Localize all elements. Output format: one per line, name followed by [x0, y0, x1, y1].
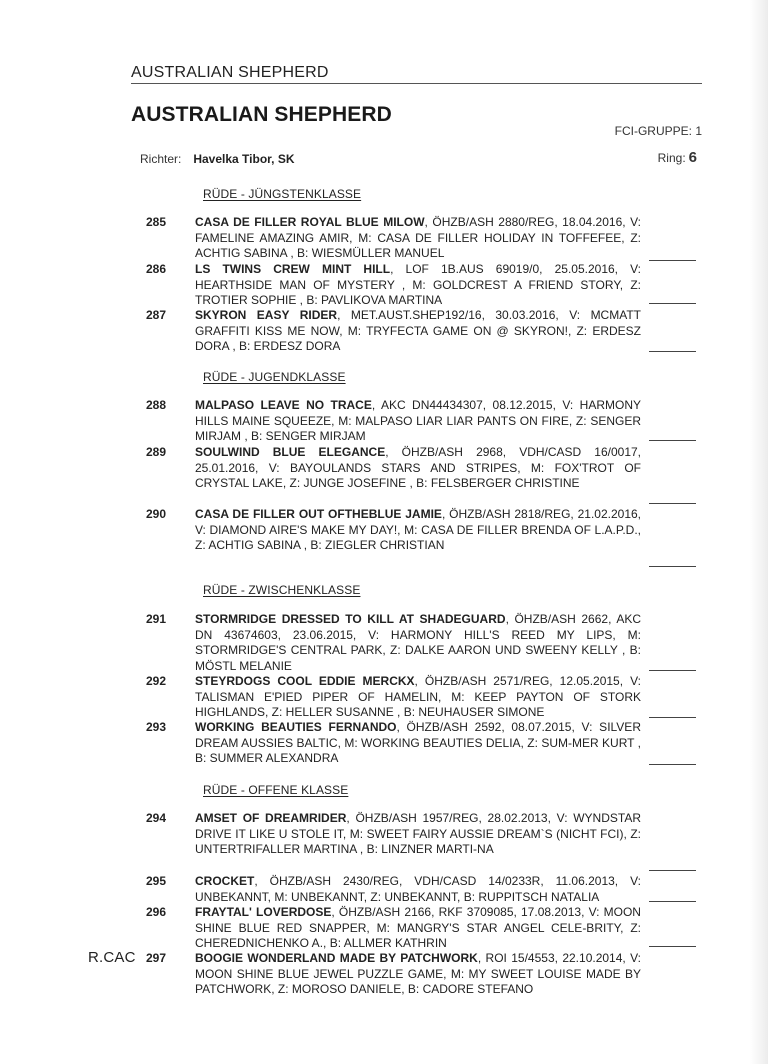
entry-number: 291: [146, 612, 167, 626]
award-mark: R.CAC: [88, 949, 136, 966]
ring-number: 6: [688, 149, 697, 166]
dog-name: AMSET OF DREAMRIDER: [195, 811, 347, 825]
entry-number: 292: [146, 674, 167, 688]
dog-name: SKYRON EASY RIDER: [195, 308, 338, 322]
entry-text: [195, 874, 641, 905]
dog-name: BOOGIE WONDERLAND MADE BY PATCHWORK: [195, 951, 478, 965]
result-line: [649, 566, 696, 567]
entry-details: , ÖHZB/ASH 2880/REG, 18.04.2016, V: FAMELINE AMAZING AMIR, M: CASA DE FILLER HOLIDAY IN TOFFEFEE, Z: ACHTIG SABINA , B: WIESMÜLLER MANUEL: [195, 215, 641, 260]
entry-details: , ÖHZB/ASH 2818/REG, 21.02.2016, V: DIAMOND AIRE'S MAKE MY DAY!, M: CASA DE FILLER BRENDA OF L.A.P.D., Z: ACHTIG SABINA , B: ZIEGLER CHRISTIAN: [195, 507, 641, 552]
judge-name: Havelka Tibor, SK: [193, 152, 295, 166]
section-heading: RÜDE - JÜNGSTENKLASSE: [203, 187, 362, 201]
judge-label: Richter:: [140, 152, 182, 166]
entry-details: , ROI 15/4553, 22.10.2014, V: MOON SHINE BLUE JEWEL PUZZLE GAME, M: MY SWEET LOUISE MADE BY PATCHWORK, Z: MOROSO DANIELE, B: CADORE STEFANO: [195, 951, 641, 996]
entry-text: [195, 720, 641, 767]
dog-name: CROCKET: [195, 874, 255, 888]
dog-name: FRAYTAL' LOVERDOSE: [195, 905, 332, 919]
result-line: [649, 351, 696, 352]
running-header: AUSTRALIAN SHEPHERD: [131, 64, 702, 84]
result-line: [649, 764, 696, 765]
entry-details: , ÖHZB/ASH 2968, VDH/CASD 16/0017, 25.01.2016, V: BAYOULANDS STARS AND STRIPES, M: FOX'TROT OF CRYSTAL LAKE, Z: JUNGE JOSEFINE , B: FELSBERGER CHRISTINE: [195, 445, 642, 490]
dog-name: STORMRIDGE DRESSED TO KILL AT SHADEGUARD: [195, 612, 506, 626]
entry-details: , ÖHZB/ASH 2592, 08.07.2015, V: SILVER DREAM AUSSIES BALTIC, M: WORKING BEAUTIES DELIA, Z: SUM-MER KURT , B: SUMMER ALEXANDRA: [195, 720, 641, 765]
entry-details: , ÖHZB/ASH 2571/REG, 12.05.2015, V: TALISMAN E'PIED PIPER OF HAMELIN, M: KEEP PAYTON OF STORK HIGHLANDS, Z: HELLER SUSANNE , B: NEUHAUSER SIMONE: [195, 674, 641, 719]
entry-text: [195, 811, 641, 858]
result-line: [649, 260, 696, 261]
entry-details: , ÖHZB/ASH 2662, AKC DN 43674603, 23.06.2015, V: HARMONY HILL'S REED MY LIPS, M: STORMRIDGE'S CENTRAL PARK, Z: DALKE AARON UND SWEENY KELLY , B: MÖSTL MELANIE: [195, 612, 642, 673]
entry-number: 293: [146, 720, 167, 734]
entry-number: 290: [146, 507, 167, 521]
entry-number: 286: [146, 262, 167, 276]
section-heading: RÜDE - JUGENDKLASSE: [203, 370, 346, 384]
ring-label: Ring:: [657, 151, 686, 165]
entry-number: 288: [146, 398, 167, 412]
entry-details: , MET.AUST.SHEP192/16, 30.03.2016, V: MCMATT GRAFFITI KISS ME NOW, M: TRYFECTA GAME ON @ SKYRON!, Z: ERDESZ DORA , B: ERDESZ DORA: [195, 308, 641, 353]
dog-name: WORKING BEAUTIES FERNANDO: [195, 720, 397, 734]
dog-name: CASA DE FILLER OUT OFTHEBLUE JAMIE: [195, 507, 442, 521]
dog-name: CASA DE FILLER ROYAL BLUE MILOW: [195, 215, 425, 229]
result-line: [649, 870, 696, 871]
entry-details: , LOF 1B.AUS 69019/0, 25.05.2016, V: HEARTHSIDE MAN OF MYSTERY , M: GOLDCREST A FRIEND STORY, Z: TROTIER SOPHIE , B: PAVLIKOVA MARTINA: [195, 262, 641, 307]
entry-text: [195, 507, 641, 554]
entry-number: 294: [146, 811, 167, 825]
section-heading: RÜDE - OFFENE KLASSE: [203, 783, 349, 797]
page-title: AUSTRALIAN SHEPHERD: [131, 103, 392, 126]
entry-number: 287: [146, 308, 167, 322]
entry-text: [195, 215, 641, 262]
entry-number: 289: [146, 445, 167, 459]
dog-name: SOULWIND BLUE ELEGANCE: [195, 445, 386, 459]
result-line: [649, 946, 696, 947]
fci-group: FCI-GRUPPE: 1: [614, 124, 702, 138]
result-line: [649, 503, 696, 504]
section-heading: RÜDE - ZWISCHENKLASSE: [203, 583, 361, 597]
result-line: [649, 901, 696, 902]
judge-line: [140, 152, 295, 166]
dog-name: MALPASO LEAVE NO TRACE: [195, 398, 372, 412]
entry-text: [195, 905, 641, 952]
entry-text: [195, 951, 641, 998]
result-line: [649, 670, 696, 671]
entry-number: 297: [146, 951, 167, 965]
ring-info: [658, 149, 697, 166]
entry-details: , ÖHZB/ASH 2430/REG, VDH/CASD 14/0233R, 11.06.2013, V: UNBEKANNT, M: UNBEKANNT, Z: UNBEKANNT, B: RUPPITSCH NATALIA: [195, 874, 641, 904]
dog-name: LS TWINS CREW MINT HILL: [195, 262, 391, 276]
entry-number: 285: [146, 215, 167, 229]
entry-details: , ÖHZB/ASH 1957/REG, 28.02.2013, V: WYNDSTAR DRIVE IT LIKE U STOLE IT, M: SWEET FAIRY AUSSIE DREAM`S (NICHT FCI), Z: UNTERTRIFALLER MARTINA , B: LINZNER MARTI-NA: [195, 811, 641, 856]
entry-details: , ÖHZB/ASH 2166, RKF 3709085, 17.08.2013, V: MOON SHINE BLUE RED SNAPPER, M: MANGRY'S STAR ANGEL CELE-BRITY, Z: CHEREDNICHENKO A., B: ALLMER KATHRIN: [195, 905, 641, 950]
result-line: [649, 303, 696, 304]
result-line: [649, 717, 696, 718]
result-line: [649, 440, 696, 441]
entry-text: [195, 262, 641, 309]
scan-edge-shadow: [750, 0, 768, 1064]
entry-text: [195, 674, 641, 721]
entry-number: 295: [146, 874, 167, 888]
entry-text: [195, 612, 641, 674]
dog-name: STEYRDOGS COOL EDDIE MERCKX: [195, 674, 415, 688]
entry-text: [195, 398, 641, 445]
entry-text: [195, 308, 641, 355]
entry-details: , AKC DN44434307, 08.12.2015, V: HARMONY HILLS MAINE SQUEEZE, M: MALPASO LIAR LIAR PANTS ON FIRE, Z: SENGER MIRJAM , B: SENGER MIRJAM: [195, 398, 641, 443]
entry-text: [195, 445, 641, 492]
entry-number: 296: [146, 905, 167, 919]
